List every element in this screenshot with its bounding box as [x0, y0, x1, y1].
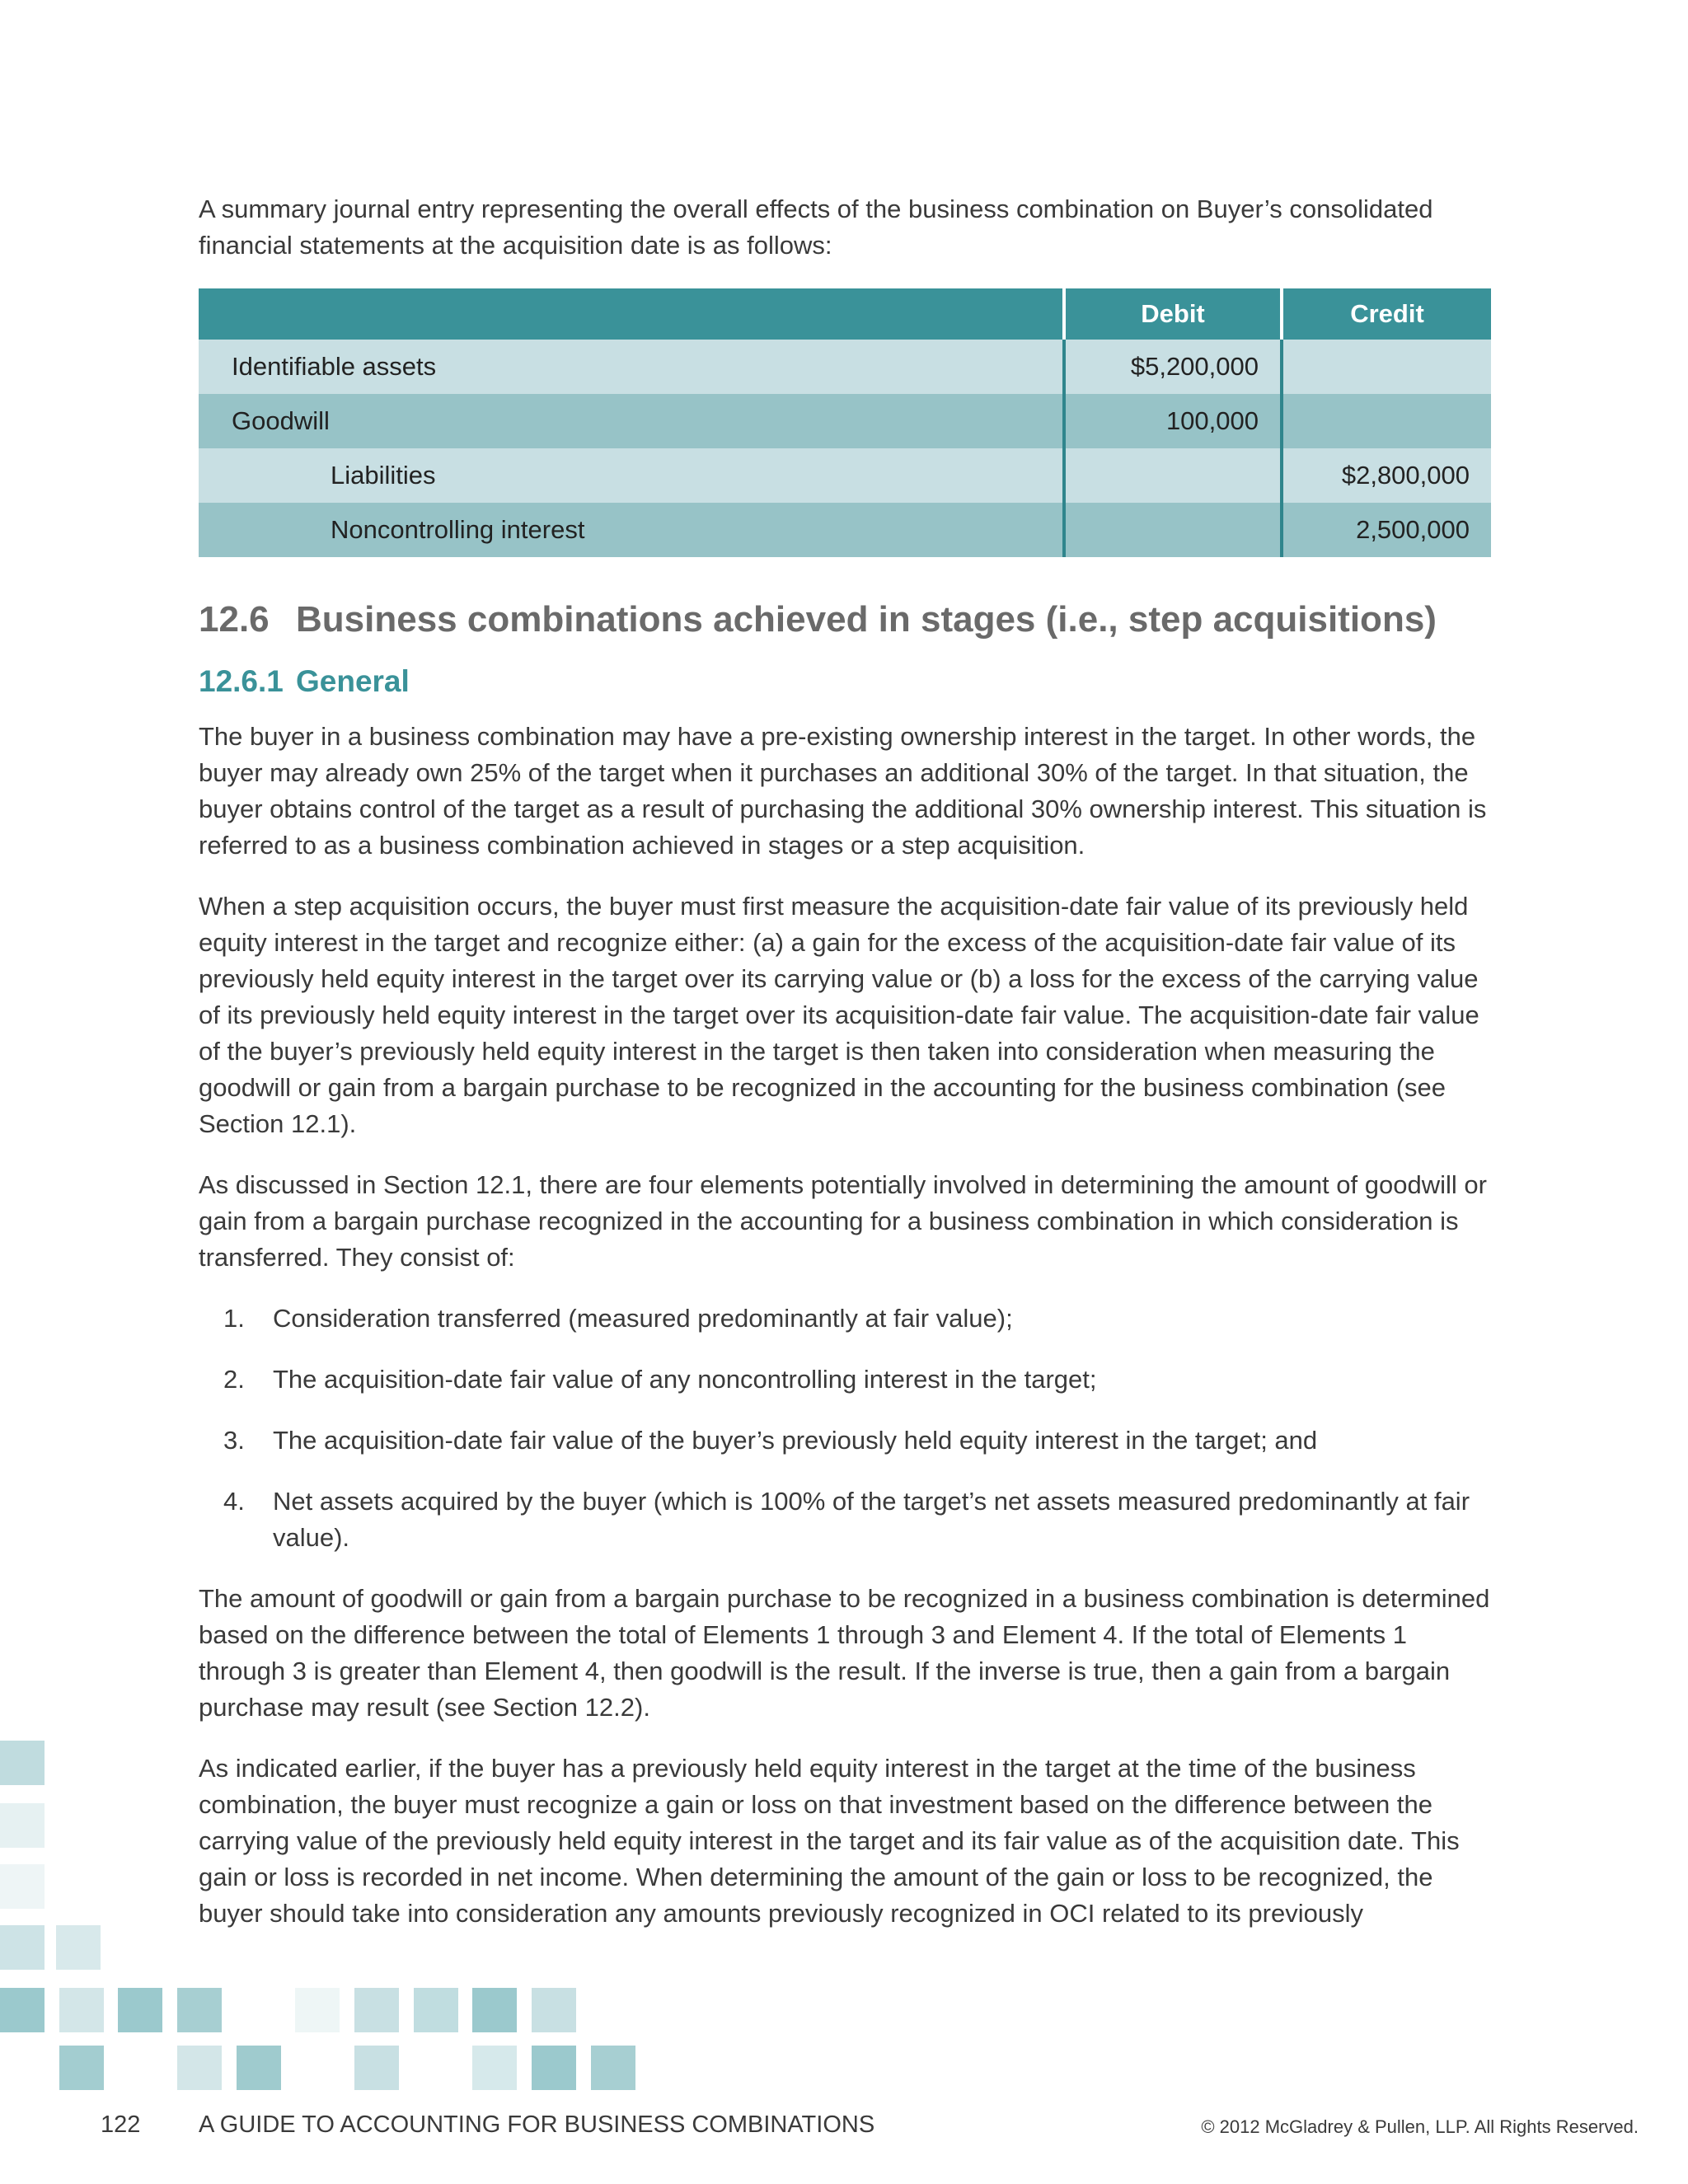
debit-amount: $5,200,000 — [1064, 340, 1282, 394]
account-name: Goodwill — [199, 394, 1064, 448]
table-header-row — [199, 288, 1491, 340]
section-title: Business combinations achieved in stages (i.e., step acquisitions) — [296, 599, 1437, 640]
list-item — [199, 1483, 1491, 1556]
page-number: 122 — [101, 2111, 141, 2138]
list-number: 3. — [223, 1426, 245, 1455]
body-paragraph: The amount of goodwill or gain from a bargain purchase to be recognized in a business combination is determined based on the difference between the total of Elements 1 through 3 and Element 4. If the total of Elements 1 through 3 is greater than Element 4, then goodwill is the result. If the inverse is true, then a gain from a bargain purchase may result (see Section 12.2). — [199, 1584, 1490, 1722]
body-paragraph: As discussed in Section 12.1, there are four elements potentially involved in determining the amount of goodwill or gain from a bargain purchase recognized in the accounting for a business combination in which consideration is transferred. They consist of: — [199, 1170, 1487, 1272]
credit-amount — [1282, 340, 1491, 394]
body-paragraph: When a step acquisition occurs, the buyer must first measure the acquisition-date fair value of its previously held equity interest in the target and recognize either: (a) a gain for the excess of the acquisition-date fair value of its previously held equity interest in the target over its carrying value or (b) a loss for the excess of the carrying value of its previously held equity interest in the target over its acquisition-date fair value. The acquisition-date fair value of the buyer’s previously held equity interest in the target is then taken into consideration when measuring the goodwill or gain from a bargain purchase to be recognized in the accounting for the business combination (see Section 12.1). — [199, 892, 1479, 1138]
journal-entry-table — [199, 288, 1491, 557]
list-number: 4. — [223, 1487, 245, 1516]
subsection-heading — [199, 661, 1491, 702]
table-row — [199, 340, 1491, 394]
list-item — [199, 1422, 1491, 1459]
list-number: 2. — [223, 1365, 245, 1394]
body-paragraph: As indicated earlier, if the buyer has a previously held equity interest in the target at the time of the business combination, the buyer must recognize a gain or loss on that investment based on the difference between the carrying value of the previously held equity interest in the target and its fair value as of the acquisition date. This gain or loss is recorded in net income. When determining the amount of the gain or loss to be recognized, the buyer should take into consideration any amounts previously recognized in OCI related to its previously — [199, 1754, 1460, 1928]
debit-amount: 100,000 — [1064, 394, 1282, 448]
debit-amount — [1064, 503, 1282, 557]
table-row — [199, 503, 1491, 557]
body-paragraph: The buyer in a business combination may have a pre-existing ownership interest in the target. In other words, the buyer may already own 25% of the target when it purchases an additional 30% of the target. In that situation, the buyer obtains control of the target as a result of purchasing the additional 30% ownership interest. This situation is referred to as a business combination achieved in stages or a step acquisition. — [199, 722, 1487, 860]
table-row — [199, 448, 1491, 503]
section-number: 12.6 — [199, 599, 270, 640]
list-text: Net assets acquired by the buyer (which is 100% of the target’s net assets measured predominantly at fair value). — [273, 1487, 1470, 1552]
table-row — [199, 394, 1491, 448]
subsection-number: 12.6.1 — [199, 664, 284, 698]
list-text: Consideration transferred (measured predominantly at fair value); — [273, 1304, 1013, 1333]
account-name: Identifiable assets — [199, 340, 1064, 394]
elements-list — [199, 1301, 1491, 1556]
intro-paragraph: A summary journal entry representing the overall effects of the business combination on Buyer’s consolidated financial statements at the acquisition date is as follows: — [199, 194, 1433, 260]
credit-header: Credit — [1282, 288, 1491, 340]
credit-amount — [1282, 394, 1491, 448]
account-name: Noncontrolling interest — [199, 503, 1064, 557]
debit-header: Debit — [1064, 288, 1282, 340]
list-item — [199, 1361, 1491, 1398]
account-name: Liabilities — [199, 448, 1064, 503]
section-heading — [199, 597, 1491, 643]
list-number: 1. — [223, 1304, 245, 1333]
debit-amount — [1064, 448, 1282, 503]
book-title: A GUIDE TO ACCOUNTING FOR BUSINESS COMBINATIONS — [199, 2111, 875, 2138]
page-content — [199, 191, 1491, 1957]
list-text: The acquisition-date fair value of the buyer’s previously held equity interest in the target; and — [273, 1426, 1318, 1455]
list-text: The acquisition-date fair value of any noncontrolling interest in the target; — [273, 1365, 1097, 1394]
account-header — [199, 288, 1064, 340]
credit-amount: $2,800,000 — [1282, 448, 1491, 503]
list-item — [199, 1301, 1491, 1337]
subsection-title: General — [296, 664, 410, 698]
copyright-notice: © 2012 McGladrey & Pullen, LLP. All Rights Reserved. — [1201, 2116, 1639, 2137]
credit-amount: 2,500,000 — [1282, 503, 1491, 557]
